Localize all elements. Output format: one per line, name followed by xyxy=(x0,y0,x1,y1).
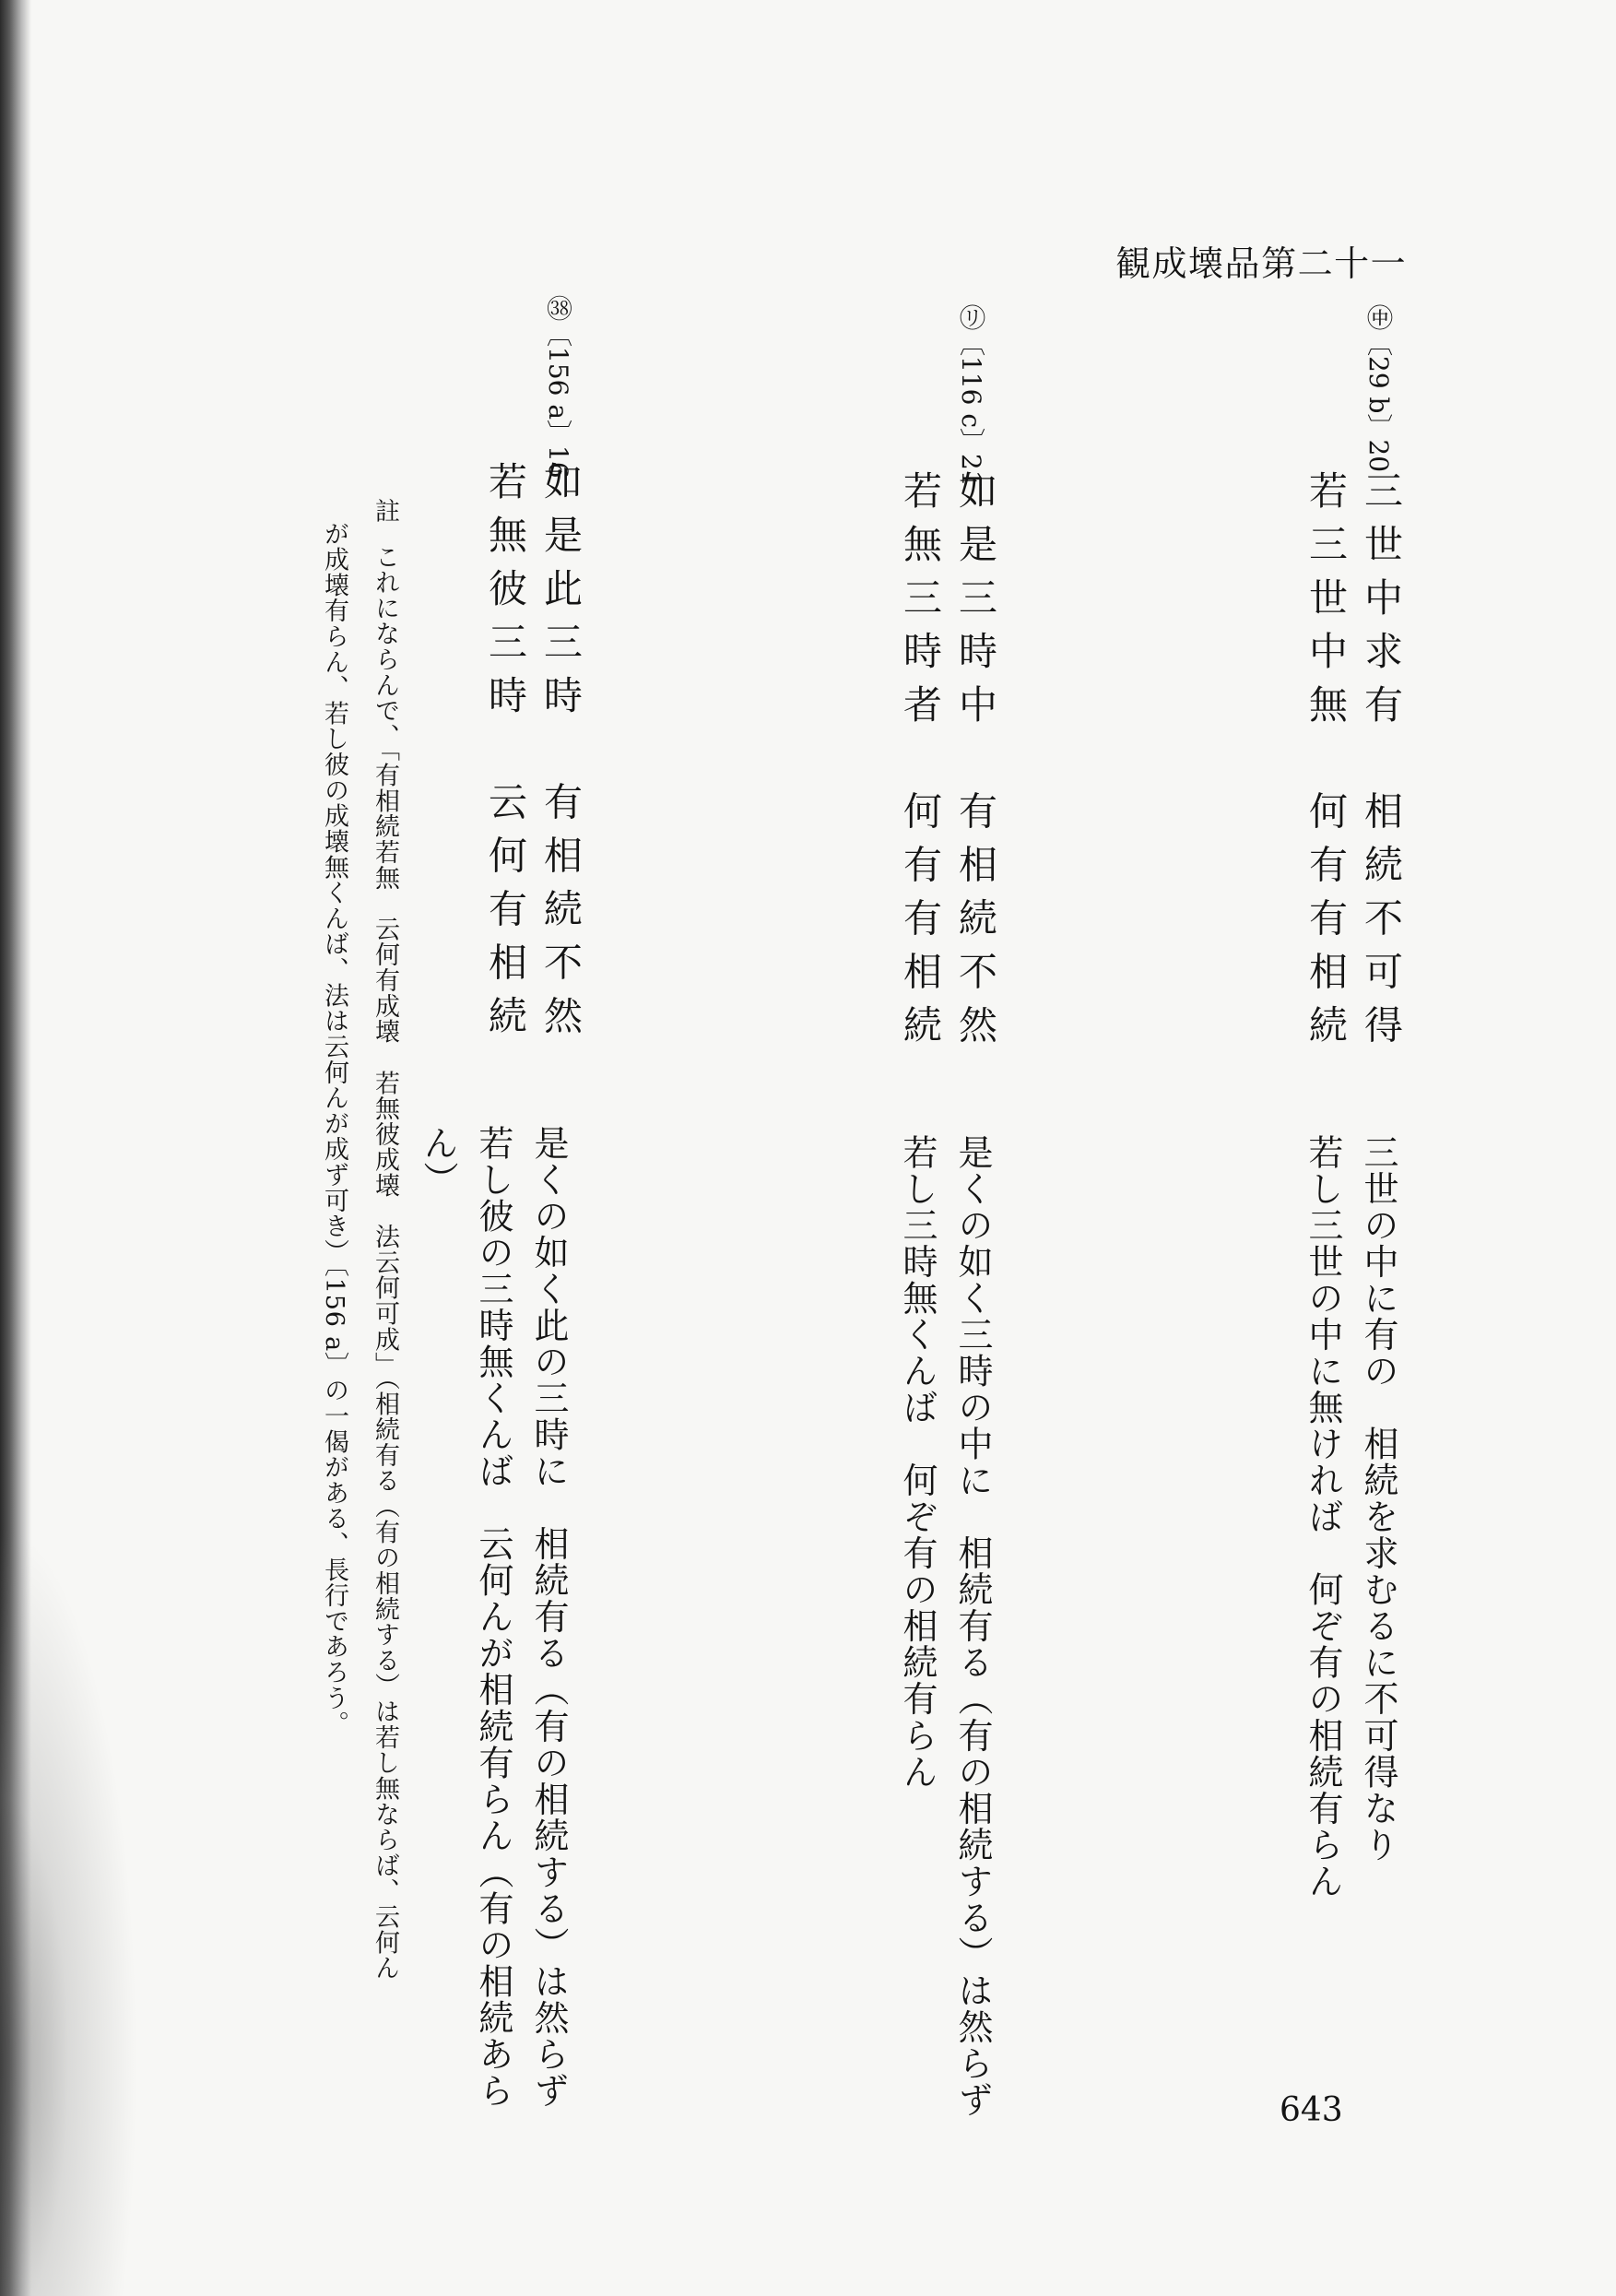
kundoku-line: ん） xyxy=(418,1125,458,1199)
note-line: が成壊有らん、若し彼の成壊無くんば、法は云何んが成ず可き）〔156 a〕の一偈がある、長行であろう。 xyxy=(320,521,348,1737)
verse-line: 若無彼三時 云何有相続 xyxy=(483,461,528,1049)
verse-ref: ㊥〔29 b〕20 xyxy=(1363,304,1394,473)
page-number: 643 xyxy=(1280,2091,1343,2129)
verse-line: 若無三時者 何有有相続 xyxy=(898,470,943,1059)
kundoku-line: 若し三時無くんば 何ぞ有の相続有らん xyxy=(897,1134,938,1791)
kundoku-line: 若し三世の中に無ければ 何ぞ有の相続有らん xyxy=(1303,1134,1343,1900)
verse-ref: ㋷〔116 c〕21 xyxy=(956,304,986,487)
scan-stain xyxy=(0,1521,138,2296)
verse-line: 如是三時中 有相続不然 xyxy=(953,470,998,1059)
kundoku-line: 若し彼の三時無くんば 云何んが相続有らん（有の相続あら xyxy=(473,1125,513,2110)
kundoku-line: 是くの如く此の三時に 相続有る（有の相続する）は然らず xyxy=(528,1125,569,2110)
verse-line: 如是此三時 有相続不然 xyxy=(538,461,584,1049)
running-title: 観成壊品第二十一 xyxy=(1115,243,1408,284)
note-label: 註 xyxy=(371,498,399,523)
verse-line: 若三世中無 何有有相続 xyxy=(1303,470,1349,1059)
kundoku-line: 是くの如く三時の中に 相続有る（有の相続する）は然らず xyxy=(952,1134,993,2119)
note-line: これにならんで、「有相続若無 云何有成壊 若無彼成壊 法云何可成」（相続有る（有の相続する）は若し無ならば、云何ん xyxy=(371,544,399,1982)
kundoku-line: 三世の中に有の 相続を求むるに不可得なり xyxy=(1358,1134,1398,1864)
verse-line: 三世中求有 相続不可得 xyxy=(1359,470,1404,1059)
verse-ref: ㊳〔156 a〕16 xyxy=(543,295,573,479)
